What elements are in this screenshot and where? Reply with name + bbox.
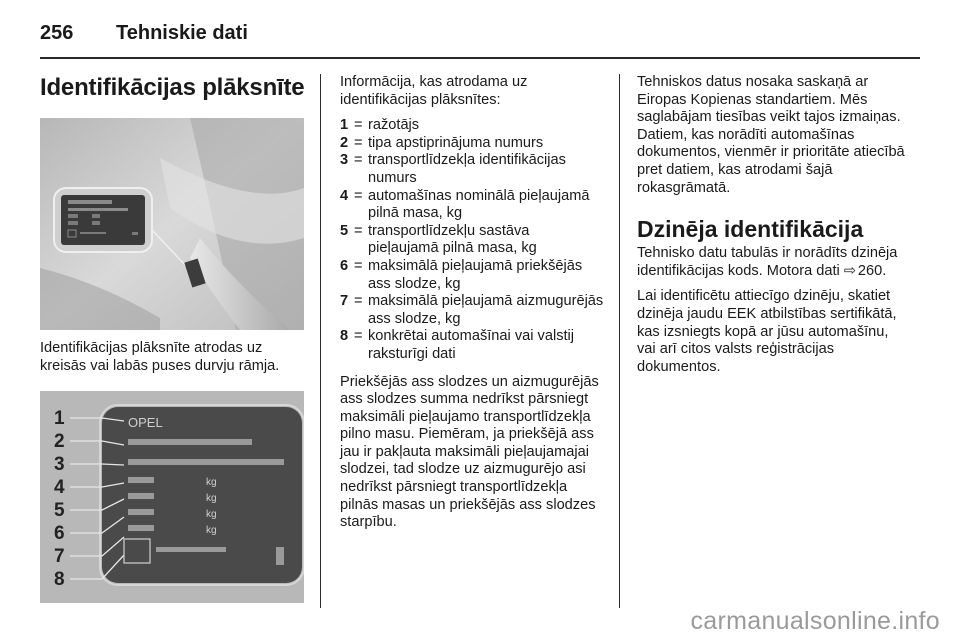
plate-legend bbox=[340, 117, 604, 363]
plate-manufacturer: OPEL bbox=[128, 415, 163, 431]
unit-label: kg bbox=[206, 509, 217, 521]
page-ref-arrow-icon: ⇨ bbox=[843, 262, 857, 279]
callout-8: 8 bbox=[54, 569, 65, 591]
callout-7: 7 bbox=[54, 546, 65, 568]
plate-diagram bbox=[40, 391, 304, 603]
callout-2: 2 bbox=[54, 431, 65, 453]
watermark: carmanualsonline.info bbox=[690, 607, 940, 635]
page-header bbox=[40, 18, 920, 58]
legend-item: 1 = ražotājs bbox=[340, 117, 420, 134]
page-reference-link[interactable]: 260. bbox=[857, 262, 887, 279]
column-left bbox=[40, 74, 306, 603]
page-number: 256 bbox=[40, 22, 74, 44]
legend-item: 5 = transportlīdzekļu sastāva pieļaujamā pilnā masa, kg bbox=[340, 222, 537, 257]
column-divider bbox=[619, 74, 620, 608]
unit-label: kg bbox=[206, 525, 217, 537]
plate-diagram-illustration bbox=[40, 391, 304, 603]
legend-item: 3 = transportlīdzekļa identifikācijas numurs bbox=[340, 152, 566, 186]
column-divider bbox=[320, 74, 321, 608]
plate-location-caption: Identifikācijas plāksnīte atrodas uz kreisās vai labās puses durvju rāmja. bbox=[40, 340, 280, 374]
section-title-plate: Identifikācijas plāksnīte bbox=[40, 74, 305, 101]
callout-3: 3 bbox=[54, 454, 65, 476]
engine-id-paragraph: Tehnisko datu tabulās ir norādīts dzinēja identifikācijas kods. Motora dati ⇨ 260. bbox=[637, 245, 898, 279]
axle-load-note: Priekšējās ass slodzes un aizmugurējās ass slodzes summa nedrīkst pārsniegt maksimāli pieļaujamo transportlīdzekļa pilno masu. Piemēram, ja priekšējā ass jau ir pakļauta maksimāli pieļaujamajai slodzei, tad slodze uz aizmugurējo asi nedrīkst pārsniegt transportlīdzekļa pilnās masas un priekšējās ass slodzes starpību. bbox=[340, 373, 599, 531]
unit-label: kg bbox=[206, 477, 217, 489]
page-section-title: Tehniskie dati bbox=[116, 22, 248, 44]
legend-item: 8 = konkrētai automašīnai vai valstij raksturīgi dati bbox=[340, 328, 575, 362]
section-title-engine-id: Dzinēja identifikācija bbox=[637, 216, 864, 243]
column-middle bbox=[340, 74, 604, 532]
callout-6: 6 bbox=[54, 523, 65, 545]
legend-item: 4 = automašīnas nominālā pieļaujamā pilnā masa, kg bbox=[340, 187, 590, 222]
technical-data-paragraph: Tehniskos datus nosaka saskaņā ar Eiropas Kopienas standartiem. Mēs saglabājam tiesības veikt tajos izmaiņas. Datiem, kas norādīti automašīnas dokumentos, vienmēr ir prioritāte atiecībā pret datiem, kas atrodami šajā rokasgrāmatā. bbox=[637, 74, 905, 196]
legend-item: 2 = tipa apstiprinājuma numurs bbox=[340, 134, 544, 151]
callout-4: 4 bbox=[54, 477, 65, 499]
column-right bbox=[637, 74, 907, 376]
header-divider bbox=[40, 57, 920, 59]
unit-label: kg bbox=[206, 493, 217, 505]
plate-info-intro: Informācija, kas atrodama uz identifikācijas plāksnītes: bbox=[340, 74, 528, 108]
legend-item: 7 = maksimālā pieļaujamā aizmugurējās ass slodze, kg bbox=[340, 293, 604, 327]
legend-item: 6 = maksimālā pieļaujamā priekšējās ass slodze, kg bbox=[340, 257, 583, 292]
callout-1: 1 bbox=[54, 408, 65, 430]
callout-5: 5 bbox=[54, 500, 65, 522]
door-frame-photo-illustration bbox=[40, 118, 304, 330]
engine-power-paragraph: Lai identificētu attiecīgo dzinēju, skatiet dzinēja jaudu EEK atbilstības sertifikātā, kas izsniegts kopā ar jūsu automašīnu, vai arī citos valsts reģistrācijas dokumentos. bbox=[637, 288, 897, 375]
door-frame-photo bbox=[40, 118, 304, 330]
